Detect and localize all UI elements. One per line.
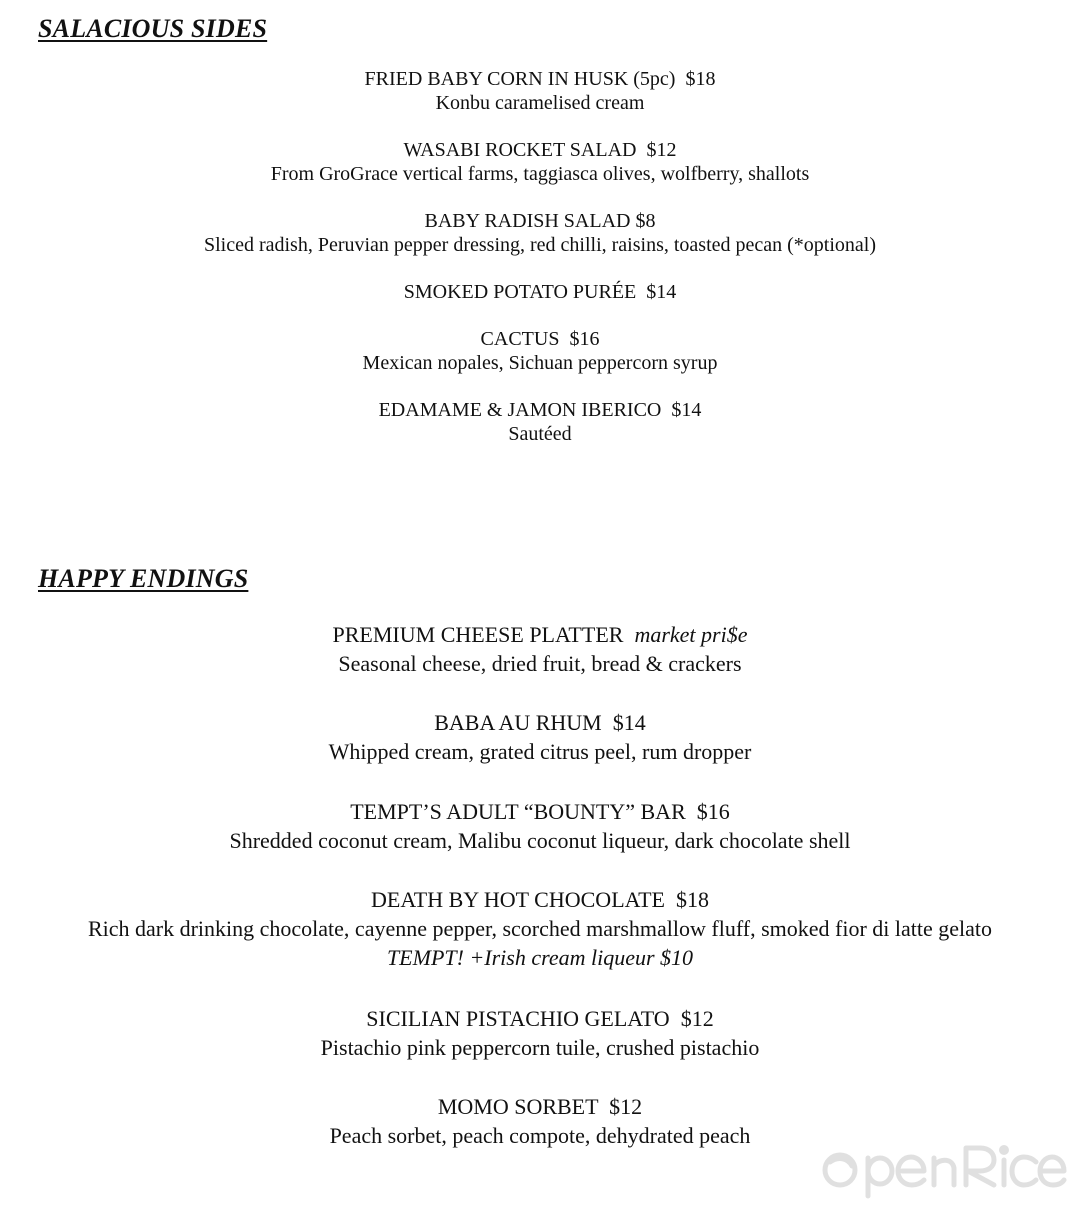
item-description: Sautéed xyxy=(508,423,572,445)
item-name: CACTUS xyxy=(480,328,560,350)
item-name: TEMPT’S ADULT “BOUNTY” BAR xyxy=(350,799,686,824)
item-name: BABY RADISH SALAD xyxy=(424,210,631,232)
item-heading xyxy=(0,327,1080,351)
item-price: $14 xyxy=(671,399,702,421)
menu-item xyxy=(0,708,1080,766)
item-heading xyxy=(0,797,1080,826)
menu-item xyxy=(0,797,1080,855)
item-heading xyxy=(0,708,1080,737)
item-price: $16 xyxy=(569,328,600,350)
item-price: $8 xyxy=(635,210,656,232)
item-price: $16 xyxy=(696,799,730,824)
item-price: $12 xyxy=(646,139,677,161)
menu-item xyxy=(0,620,1080,678)
item-description: Seasonal cheese, dried fruit, bread & crackers xyxy=(338,651,742,676)
item-description: Shredded coconut cream, Malibu coconut liqueur, dark chocolate shell xyxy=(229,828,851,853)
menu-item xyxy=(0,280,1080,304)
menu-item xyxy=(0,1004,1080,1062)
item-price: $18 xyxy=(685,68,716,90)
item-price: $12 xyxy=(609,1094,643,1119)
item-description: Rich dark drinking chocolate, cayenne pepper, scorched marshmallow fluff, smoked fior di latte gelato xyxy=(87,916,993,941)
item-name: SICILIAN PISTACHIO GELATO xyxy=(366,1006,670,1031)
openrice-logo-icon xyxy=(818,1138,1068,1200)
item-heading xyxy=(0,209,1080,233)
menu-item xyxy=(0,138,1080,186)
item-name: WASABI ROCKET SALAD xyxy=(403,139,637,161)
item-name: MOMO SORBET xyxy=(437,1094,599,1119)
item-heading xyxy=(0,398,1080,422)
item-description: From GroGrace vertical farms, taggiasca olives, wolfberry, shallots xyxy=(270,163,810,185)
item-description: Konbu caramelised cream xyxy=(435,92,645,114)
item-name: SMOKED POTATO PURÉE xyxy=(403,281,637,303)
item-heading xyxy=(0,138,1080,162)
item-name: BABA AU RHUM xyxy=(434,710,602,735)
item-description: Pistachio pink peppercorn tuile, crushed pistachio xyxy=(320,1035,760,1060)
item-heading xyxy=(0,280,1080,304)
item-description: Peach sorbet, peach compote, dehydrated peach xyxy=(329,1123,751,1148)
menu-item xyxy=(0,398,1080,446)
item-name: FRIED BABY CORN IN HUSK (5pc) xyxy=(364,68,676,90)
menu-item xyxy=(0,327,1080,375)
item-name: DEATH BY HOT CHOCOLATE xyxy=(371,887,665,912)
item-price: $12 xyxy=(680,1006,714,1031)
menu-item xyxy=(0,67,1080,115)
menu-item xyxy=(0,209,1080,257)
item-heading xyxy=(0,1004,1080,1033)
item-name: PREMIUM CHEESE PLATTER xyxy=(332,622,624,647)
item-name: EDAMAME & JAMON IBERICO xyxy=(378,399,662,421)
item-price: $14 xyxy=(646,281,677,303)
item-price: market pri$e xyxy=(634,622,748,647)
item-description: Mexican nopales, Sichuan peppercorn syrup xyxy=(362,352,718,374)
item-price: $14 xyxy=(612,710,646,735)
item-addon: TEMPT! +Irish cream liqueur $10 xyxy=(386,945,694,970)
item-heading xyxy=(0,67,1080,91)
item-heading xyxy=(0,885,1080,914)
item-description: Sliced radish, Peruvian pepper dressing, red chilli, raisins, toasted pecan (*optional) xyxy=(203,234,877,256)
section-title-sides: SALACIOUS SIDES xyxy=(38,14,268,43)
section-title-endings: HAPPY ENDINGS xyxy=(38,564,249,593)
item-description: Whipped cream, grated citrus peel, rum dropper xyxy=(328,739,752,764)
item-heading xyxy=(0,620,1080,649)
item-price: $18 xyxy=(675,887,709,912)
item-heading xyxy=(0,1092,1080,1121)
menu-item xyxy=(0,885,1080,972)
